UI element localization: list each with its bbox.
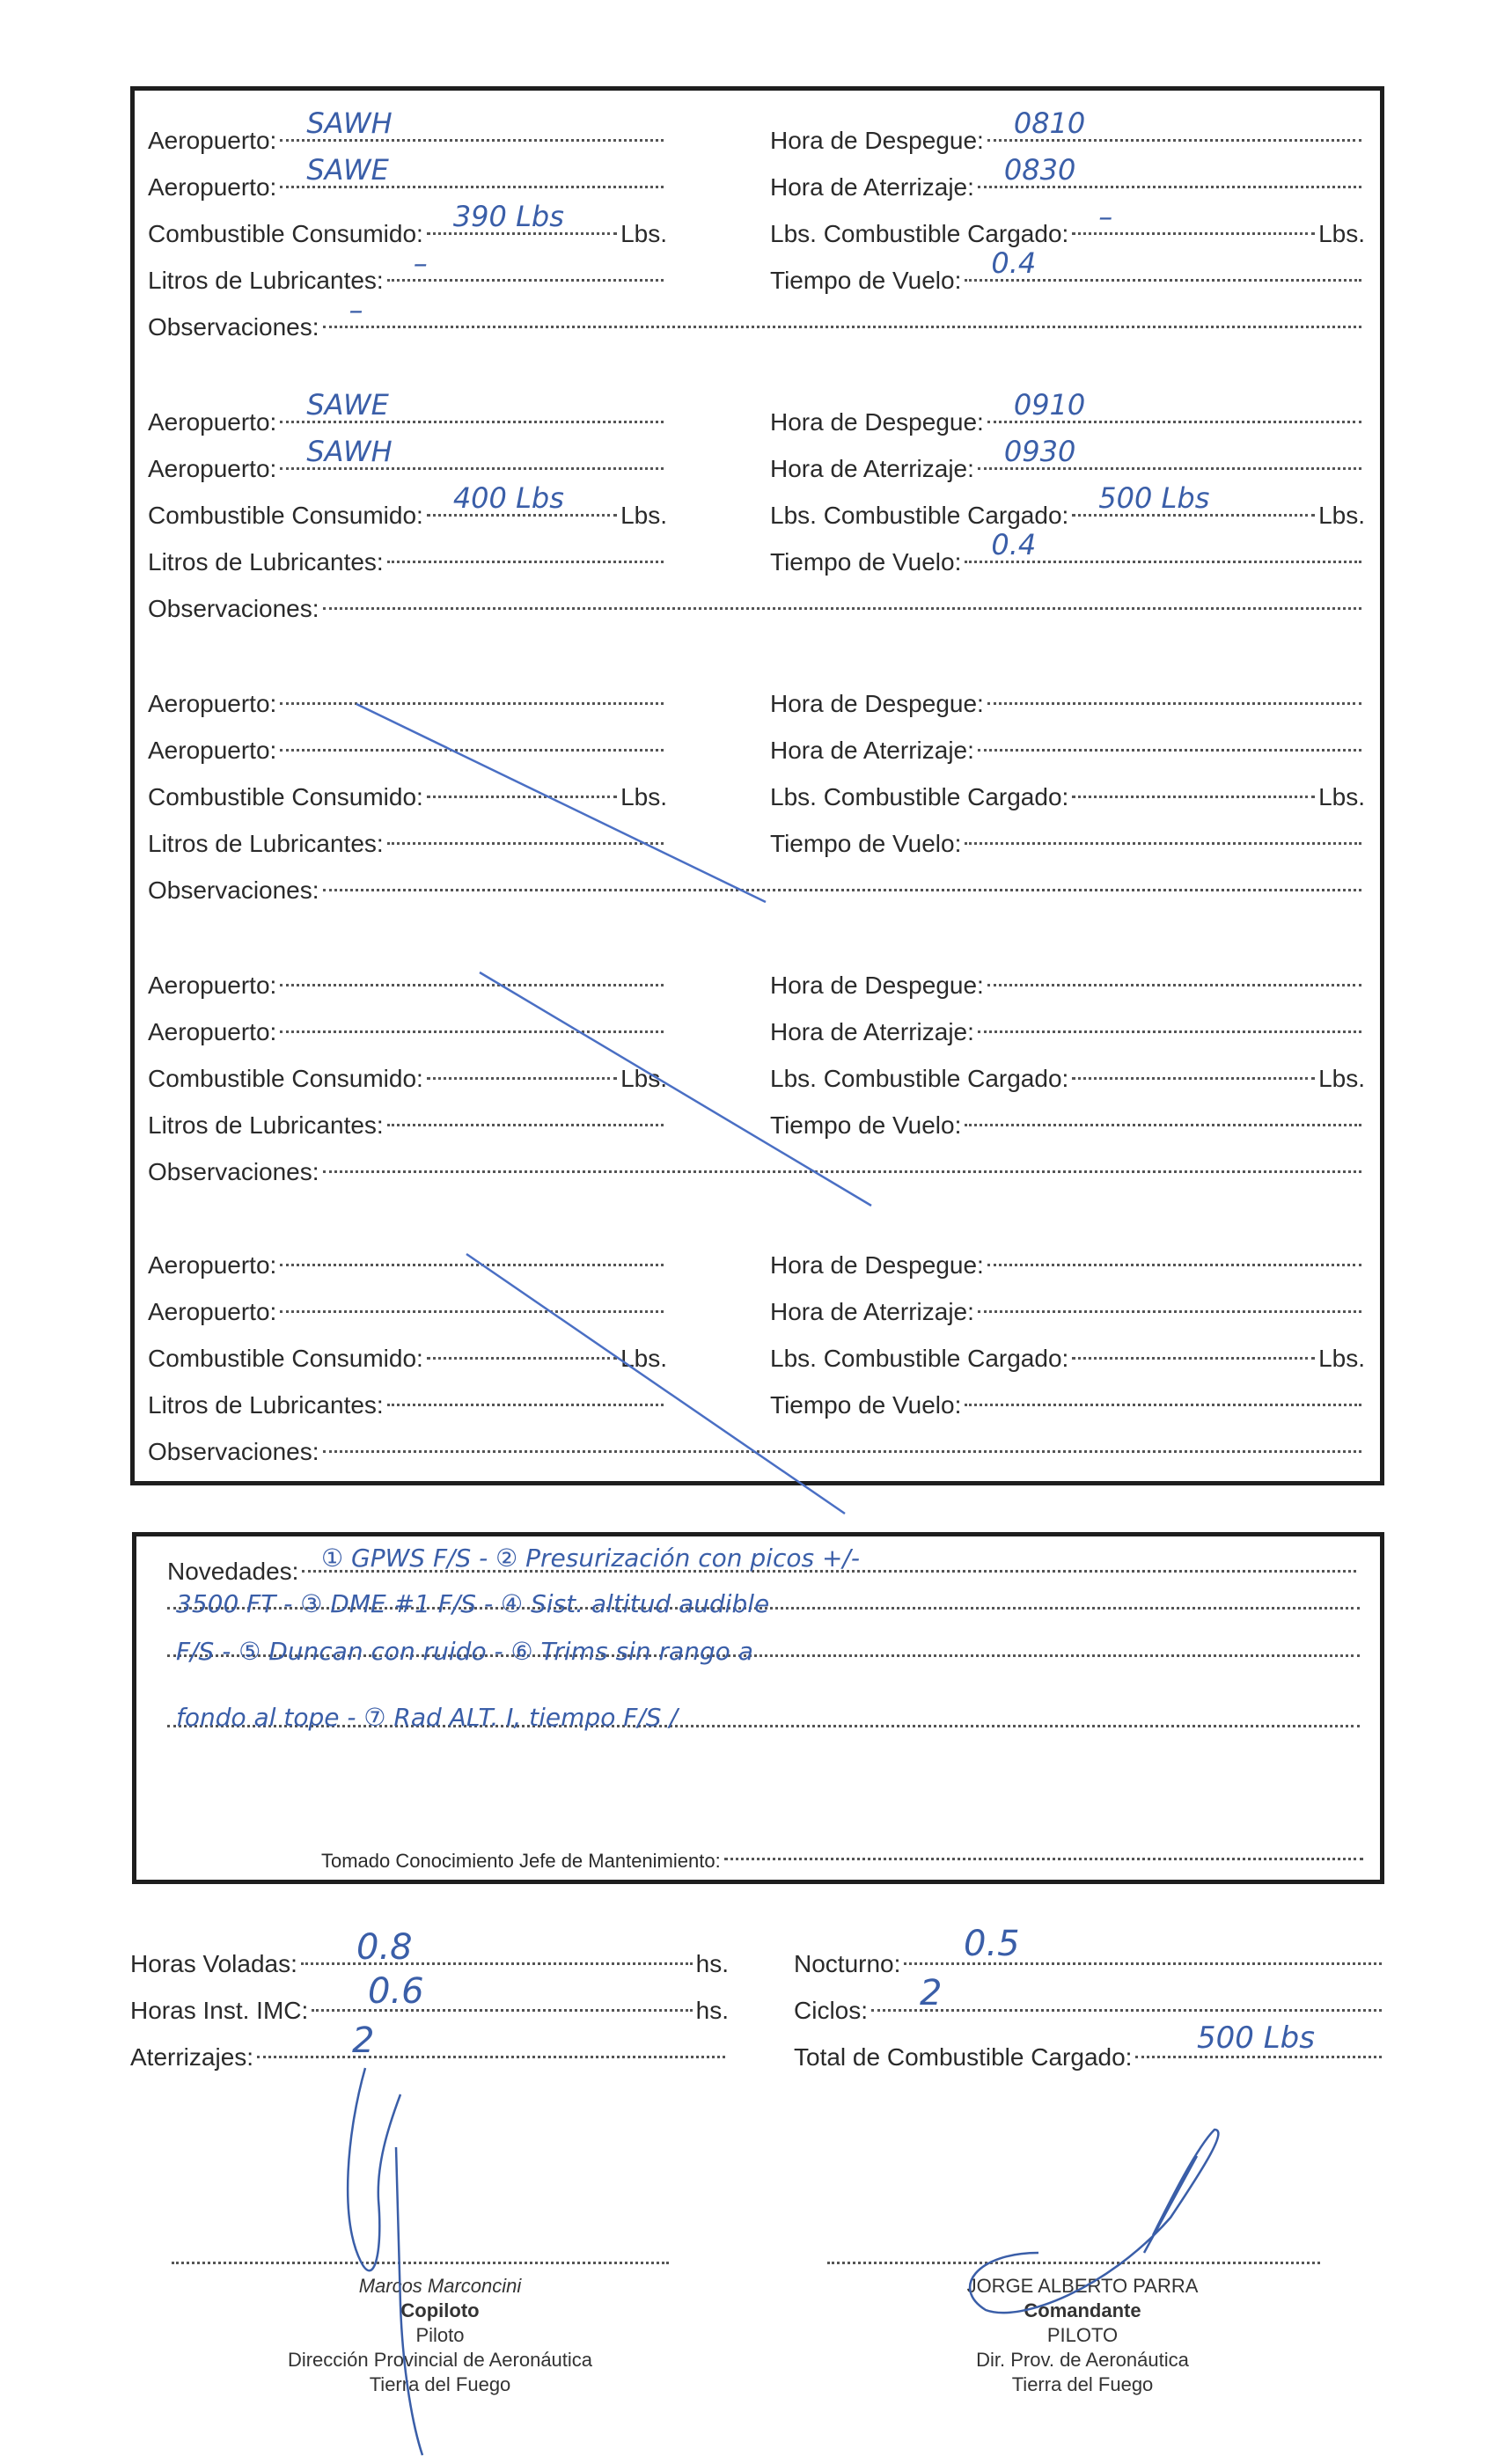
- flight-4-litros-lubricantes-field: Litros de Lubricantes:: [148, 1108, 667, 1143]
- signature-left: [264, 2274, 616, 2397]
- novedades-text-2: F/S - ⑤ Duncan con ruido - ⑥ Trims sin rango a: [176, 1637, 753, 1666]
- sig-right-name: JORGE ALBERTO PARRA: [966, 2275, 1199, 2297]
- novedades-label: Novedades:: [167, 1558, 299, 1585]
- sig-right-org: Dir. Prov. de Aeronáutica: [976, 2349, 1189, 2371]
- flight-3-litros-lubricantes-field: Litros de Lubricantes:: [148, 826, 667, 862]
- flight-1-combustible-consumido-value: 390 Lbs: [452, 200, 564, 233]
- flight-1-aeropuerto-1-value: SAWH: [306, 106, 393, 140]
- novedades-text-0: ① GPWS F/S - ② Presurización con picos +/-: [321, 1544, 860, 1573]
- sig-line-left: [172, 2262, 669, 2264]
- flight-2-hora-despegue-field: Hora de Despegue: 0910: [770, 405, 1365, 440]
- flight-2-litros-lubricantes-field: Litros de Lubricantes:: [148, 545, 667, 580]
- flight-1-tiempo-vuelo-field: Tiempo de Vuelo: 0.4: [770, 263, 1365, 298]
- horas-imc-value: 0.6: [368, 1971, 424, 2012]
- sig-left-org: Dirección Provincial de Aeronáutica: [287, 2349, 593, 2371]
- flight-2-hora-aterrizaje-field: Hora de Aterrizaje: 0930: [770, 451, 1365, 487]
- flight-2-aeropuerto-1-field: Aeropuerto: SAWE: [148, 405, 667, 440]
- flight-3-hora-aterrizaje-field: Hora de Aterrizaje:: [770, 733, 1365, 768]
- sig-right-title: PILOTO: [1046, 2324, 1119, 2346]
- flight-5-combustible-consumido-field: Combustible Consumido: Lbs.: [148, 1345, 667, 1372]
- flight-5-observaciones-field: Observaciones:: [148, 1434, 1365, 1470]
- flight-4-combustible-cargado-field: Lbs. Combustible Cargado: Lbs.: [770, 1065, 1365, 1092]
- nocturno-field: Nocturno:: [794, 1947, 1385, 1982]
- flight-4-hora-despegue-field: Hora de Despegue:: [770, 968, 1365, 1003]
- flight-3-combustible-consumido-field: Combustible Consumido: Lbs.: [148, 783, 667, 810]
- flight-1-combustible-consumido-field: Combustible Consumido: 390 Lbs Lbs.: [148, 200, 667, 247]
- flight-2-tiempo-vuelo-field: Tiempo de Vuelo: 0.4: [770, 545, 1365, 580]
- flight-1-hora-aterrizaje-field: Hora de Aterrizaje: 0830: [770, 170, 1365, 205]
- sig-line-right: [827, 2262, 1320, 2264]
- flight-1-tiempo-vuelo-value: 0.4: [991, 246, 1037, 280]
- flight-1-litros-lubricantes-value: –: [413, 246, 428, 280]
- ciclos-value: 2: [920, 1973, 943, 2013]
- total-combustible-field: Total de Combustible Cargado:: [794, 2040, 1385, 2075]
- flight-2-combustible-consumido-field: Combustible Consumido: 400 Lbs Lbs.: [148, 481, 667, 529]
- sig-left-name: Marcos Marconcini: [358, 2275, 522, 2297]
- flight-1-combustible-cargado-value: –: [1098, 200, 1113, 233]
- flight-5-combustible-cargado-field: Lbs. Combustible Cargado: Lbs.: [770, 1345, 1365, 1372]
- nocturno-value: 0.5: [964, 1924, 1020, 1964]
- flight-3-aeropuerto-2-field: Aeropuerto:: [148, 733, 667, 768]
- signature-right: [898, 2274, 1267, 2397]
- flight-2-combustible-cargado-field: Lbs. Combustible Cargado: 500 Lbs Lbs.: [770, 481, 1365, 529]
- flight-1-observaciones-field: Observaciones: –: [148, 310, 1365, 345]
- flight-1-hora-despegue-value: 0810: [1013, 106, 1086, 140]
- tomado-label: Tomado Conocimiento Jefe de Mantenimiento:: [321, 1850, 721, 1872]
- flight-2-combustible-cargado-value: 500 Lbs: [1098, 481, 1210, 515]
- flight-1-aeropuerto-2-field: Aeropuerto: SAWE: [148, 170, 667, 205]
- flight-3-hora-despegue-field: Hora de Despegue:: [770, 686, 1365, 722]
- sig-right-role: Comandante: [1024, 2299, 1141, 2321]
- flight-5-hora-aterrizaje-field: Hora de Aterrizaje:: [770, 1294, 1365, 1330]
- flight-3-combustible-cargado-field: Lbs. Combustible Cargado: Lbs.: [770, 783, 1365, 810]
- flight-2-aeropuerto-2-value: SAWH: [306, 435, 393, 468]
- flight-2-aeropuerto-2-field: Aeropuerto: SAWH: [148, 451, 667, 487]
- aterrizajes-field: Aterrizajes:: [130, 2040, 729, 2075]
- flight-1-hora-despegue-field: Hora de Despegue: 0810: [770, 123, 1365, 158]
- flight-1-combustible-cargado-field: Lbs. Combustible Cargado: – Lbs.: [770, 200, 1365, 247]
- flight-1-observaciones-value: –: [349, 293, 363, 326]
- flight-3-aeropuerto-1-field: Aeropuerto:: [148, 686, 667, 722]
- tomado-conocimiento: [321, 1844, 1367, 1879]
- flight-2-aeropuerto-1-value: SAWE: [306, 388, 389, 422]
- flight-5-aeropuerto-2-field: Aeropuerto:: [148, 1294, 667, 1330]
- flight-5-hora-despegue-field: Hora de Despegue:: [770, 1248, 1365, 1283]
- flight-4-combustible-consumido-field: Combustible Consumido: Lbs.: [148, 1065, 667, 1092]
- horas-voladas-field: Horas Voladas: hs.: [130, 1950, 729, 1977]
- sig-left-title: Piloto: [415, 2324, 465, 2346]
- novedades-text-3: fondo al tope - ⑦ Rad ALT. I, tiempo F/S /: [176, 1703, 678, 1732]
- flight-2-combustible-consumido-value: 400 Lbs: [452, 481, 564, 515]
- flight-5-aeropuerto-1-field: Aeropuerto:: [148, 1248, 667, 1283]
- flight-2-hora-despegue-value: 0910: [1013, 388, 1086, 422]
- flight-1-hora-aterrizaje-value: 0830: [1003, 153, 1076, 187]
- ciclos-field: Ciclos:: [794, 1993, 1385, 2028]
- flight-4-hora-aterrizaje-field: Hora de Aterrizaje:: [770, 1015, 1365, 1050]
- flight-2-hora-aterrizaje-value: 0930: [1003, 435, 1076, 468]
- aterrizajes-value: 2: [352, 2020, 375, 2061]
- flight-3-observaciones-field: Observaciones:: [148, 873, 1365, 908]
- flight-2-observaciones-field: Observaciones:: [148, 591, 1365, 627]
- flight-1-aeropuerto-2-value: SAWE: [306, 153, 389, 187]
- sig-left-role: Copiloto: [400, 2299, 480, 2321]
- sig-left-place: Tierra del Fuego: [369, 2373, 511, 2395]
- total-combustible-value: 500 Lbs: [1197, 2020, 1315, 2056]
- novedades-text-1: 3500 FT - ③ DME #1 F/S - ④ Sist. altitud audible: [176, 1589, 770, 1618]
- flight-3-tiempo-vuelo-field: Tiempo de Vuelo:: [770, 826, 1365, 862]
- horas-voladas-value: 0.8: [356, 1927, 413, 1968]
- flight-5-litros-lubricantes-field: Litros de Lubricantes:: [148, 1388, 667, 1423]
- flight-4-observaciones-field: Observaciones:: [148, 1155, 1365, 1190]
- flight-1-aeropuerto-1-field: Aeropuerto: SAWH: [148, 123, 667, 158]
- flight-4-aeropuerto-1-field: Aeropuerto:: [148, 968, 667, 1003]
- flight-4-tiempo-vuelo-field: Tiempo de Vuelo:: [770, 1108, 1365, 1143]
- flight-5-tiempo-vuelo-field: Tiempo de Vuelo:: [770, 1388, 1365, 1423]
- sig-right-place: Tierra del Fuego: [1011, 2373, 1154, 2395]
- horas-imc-field: Horas Inst. IMC: hs.: [130, 1997, 729, 2024]
- flight-4-aeropuerto-2-field: Aeropuerto:: [148, 1015, 667, 1050]
- flight-1-litros-lubricantes-field: Litros de Lubricantes: –: [148, 263, 667, 298]
- flight-2-tiempo-vuelo-value: 0.4: [991, 528, 1037, 561]
